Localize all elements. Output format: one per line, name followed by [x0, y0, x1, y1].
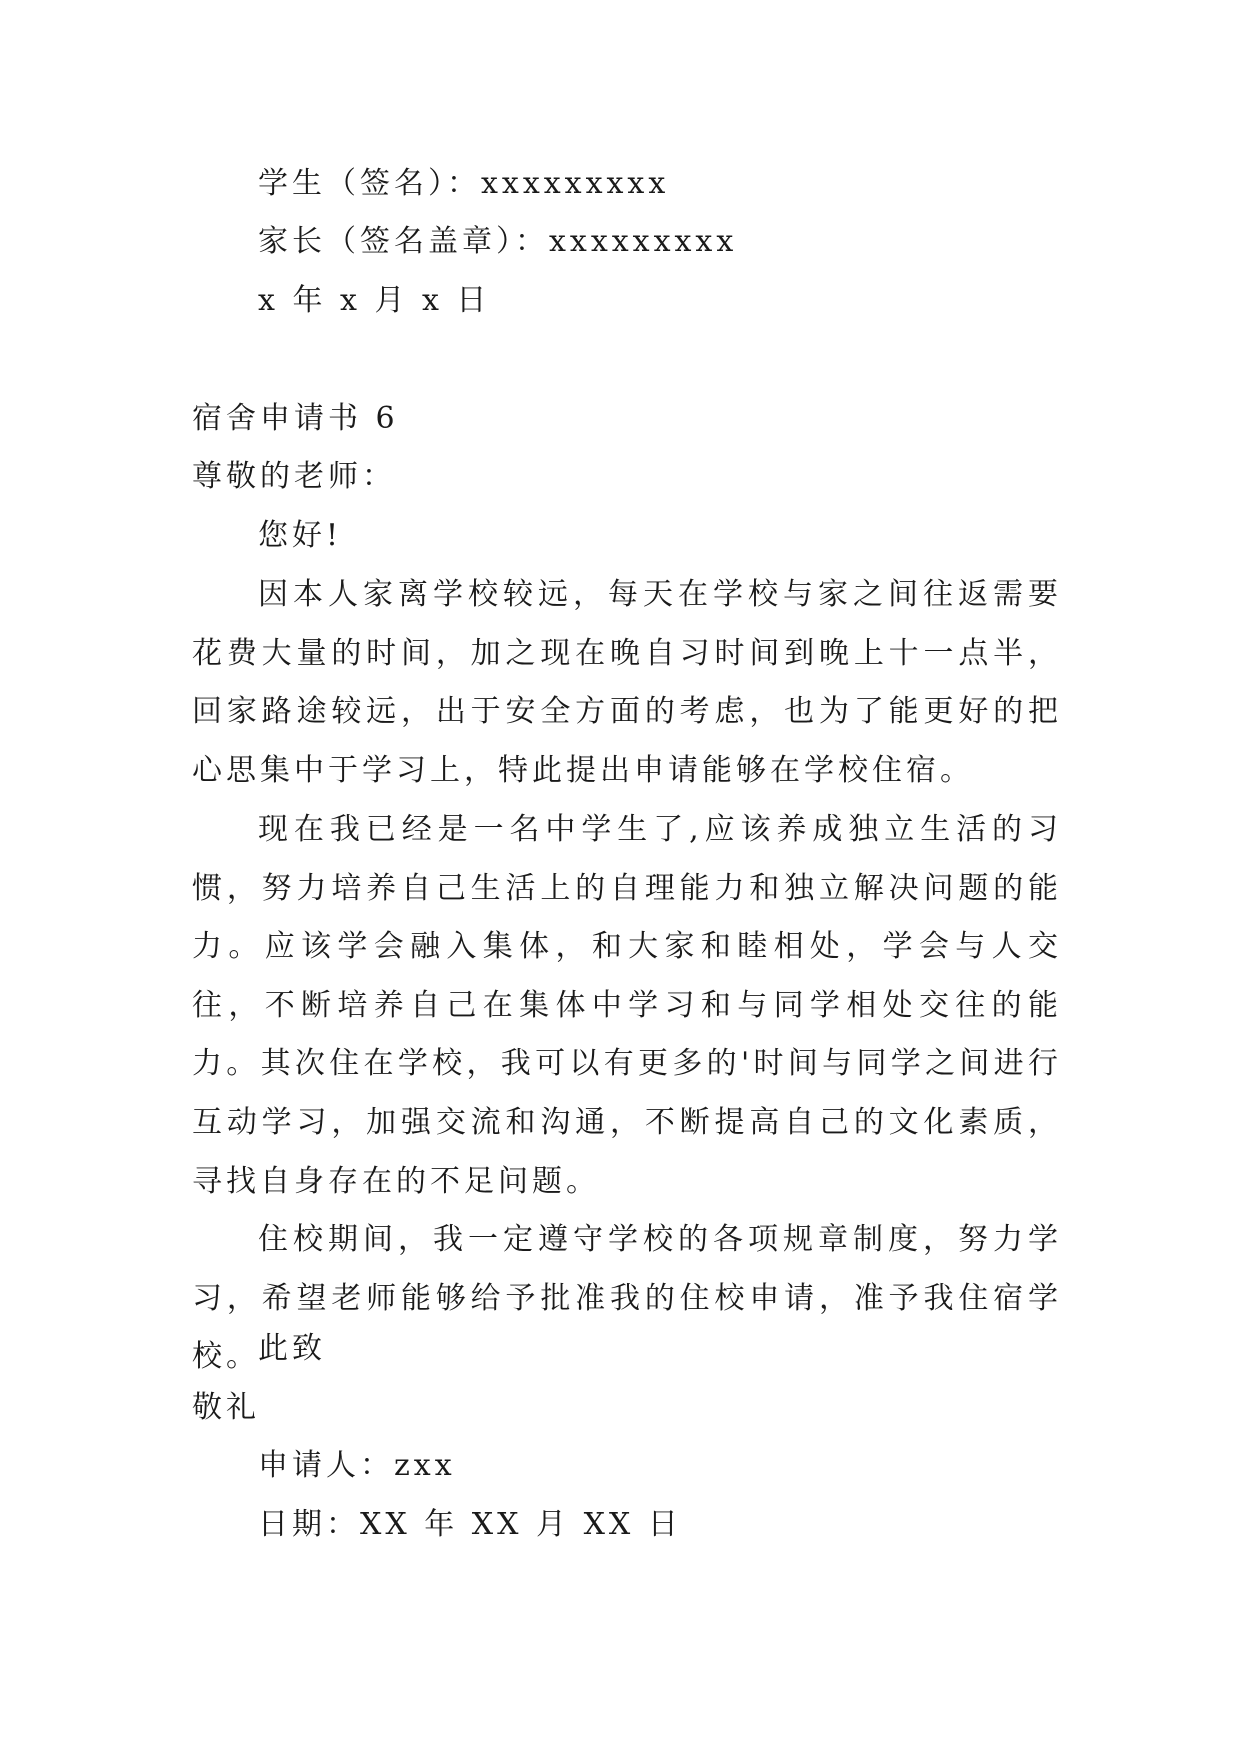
body-paragraph-2: 现在我已经是一名中学生了,应该养成独立生活的习惯，努力培养自己生活上的自理能力和独立解决问题的能力。应该学会融入集体，和大家和睦相处，学会与人交往，不断培养自己在集体中学习和与同学相处交往的能力。其次住在学校，我可以有更多的'时间与同学之间进行互动学习，加强交流和沟通，不断提高自己的文化素质，寻找自身存在的不足问题。 — [192, 812, 1062, 1199]
letter-salutation: 尊敬的老师： — [192, 459, 396, 494]
body-paragraph-1: 因本人家离学校较远，每天在学校与家之间往返需要花费大量的时间，加之现在晚自习时间到晚上十一点半，回家路途较远，出于安全方面的考虑，也为了能更好的把心思集中于学习上，特此提出申请能够在学校住宿。 — [192, 577, 1062, 788]
signature-date-line: x 年 x 月 x 日 — [258, 283, 491, 318]
parent-signature-line: 家长（签名盖章）：xxxxxxxxx — [258, 224, 738, 259]
letter-greeting: 您好! — [258, 518, 343, 553]
closing-line-1: 此致 — [258, 1331, 326, 1366]
letter-title: 宿舍申请书 6 — [192, 401, 399, 436]
applicant-line: 申请人：zxx — [258, 1448, 456, 1483]
letter-date-line: 日期：XX 年 XX 月 XX 日 — [258, 1507, 682, 1542]
closing-line-2: 敬礼 — [192, 1390, 260, 1425]
body-paragraph-3: 住校期间，我一定遵守学校的各项规章制度，努力学习，希望老师能够给予批准我的住校申请，准予我住宿学校。 — [192, 1222, 1062, 1375]
student-signature-line: 学生（签名）：xxxxxxxxx — [258, 166, 670, 201]
